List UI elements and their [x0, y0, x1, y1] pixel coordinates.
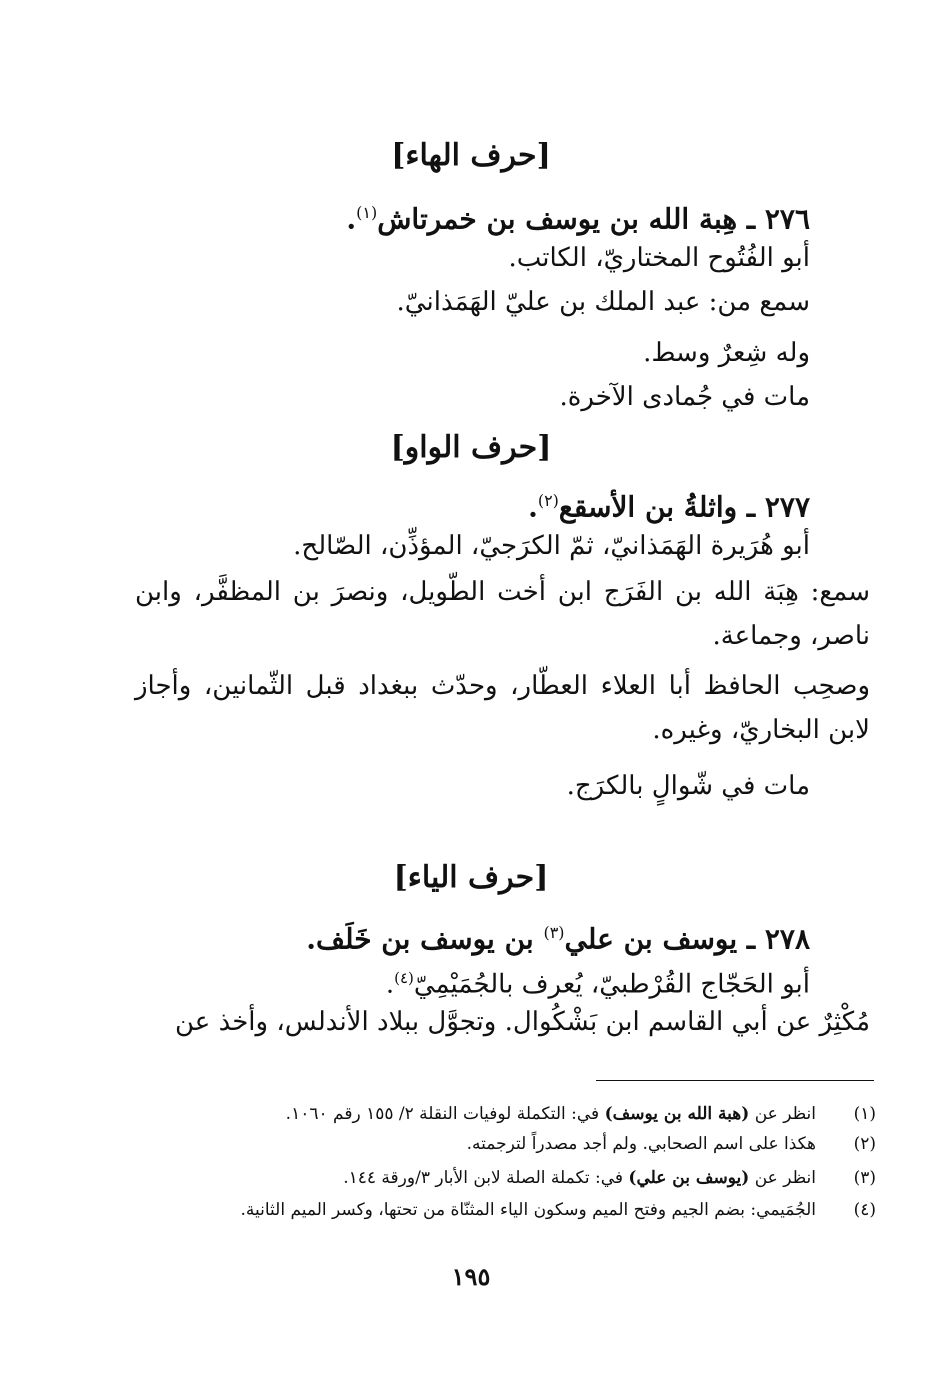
- footnote-ref-2: (٢): [537, 491, 559, 510]
- entry-277-companion: وصحِب الحافظ أبا العلاء العطّار، وحدّث ببغداد قبل الثّمانين، وأجاز لابن البخاريّ، وغيره.: [135, 671, 870, 745]
- footnote-text: هكذا على اسم الصحابي. ولم أجد مصدراً لترجمته.: [466, 1134, 816, 1154]
- footnote-bold-text: (هبة الله بن يوسف): [604, 1104, 750, 1124]
- entry-278-kunya-text: أبو الحَجّاج القُرْطبيّ، يُعرف بالجُمَيْمِيّ: [413, 969, 810, 1000]
- footnote-bold-text: (يوسف بن علي): [628, 1168, 750, 1188]
- entry-278-name-a: ٢٧٨ ـ يوسف بن علي: [564, 922, 810, 956]
- section-title-ha: [حرف الهاء]: [391, 138, 551, 173]
- entry-278-text: مُكْثِرٌ عن أبي القاسم ابن بَشْكُوال. وتجوَّل ببلاد الأندلس، وأخذ عن: [175, 1007, 870, 1037]
- footnote-text-rest: في: تكملة الصلة لابن الأبار ٣/ورقة ١٤٤.: [343, 1168, 623, 1188]
- entry-278-kunya: [130, 960, 810, 1003]
- footnote-4: [156, 1196, 876, 1224]
- page-number: ١٩٥: [451, 1262, 491, 1291]
- entry-276-title: [130, 194, 810, 238]
- footnote-text: انظر عن: [754, 1168, 816, 1188]
- footnote-2: [156, 1130, 876, 1158]
- entry-277-name: ٢٧٧ ـ واثلةُ بن الأسقع: [558, 490, 810, 524]
- footnote-3: [156, 1164, 876, 1192]
- footnote-text: انظر عن: [754, 1104, 816, 1124]
- entry-276-kunya: أبو الفُتُوح المختاريّ، الكاتب.: [508, 243, 810, 273]
- footnote-number: (١): [853, 1104, 876, 1124]
- entry-278-title: [130, 914, 810, 958]
- footnote-text: الجُمَيمي: بضم الجيم وفتح الميم وسكون الياء المثنّاة من تحتها، وكسر الميم الثانية.: [240, 1200, 816, 1220]
- entry-278-kunya-period: .: [385, 969, 395, 1000]
- entry-276-poetry: وله شِعرٌ وسط.: [643, 338, 810, 368]
- footnote-ref-4: (٤): [394, 969, 414, 987]
- entry-276-period: .: [346, 202, 357, 236]
- entry-277-title: [130, 482, 810, 526]
- entry-276-name: ٢٧٦ ـ هِبة الله بن يوسف بن خمرتاش: [377, 202, 810, 236]
- entry-276-death: مات في جُمادى الآخرة.: [559, 382, 810, 412]
- entry-277-heard: سمع: هِبَة الله بن الفَرَج ابن أخت الطّويل، ونصرَ بن المظفَّر، وابن ناصر، وجماعة.: [135, 577, 870, 651]
- footnote-number: (٤): [853, 1200, 876, 1220]
- footnote-ref-3: (٣): [543, 923, 565, 942]
- footnote-divider: [596, 1080, 874, 1081]
- entry-277-death: مات في شّوالٍ بالكرَج.: [566, 771, 810, 801]
- footnote-1: [156, 1100, 876, 1128]
- entry-277-period: .: [528, 490, 538, 524]
- footnote-number: (٢): [853, 1134, 876, 1154]
- entry-277-kunya: أبو هُرَيرة الهَمَذانيّ، ثمّ الكرَجيّ، المؤذِّن، الصّالح.: [293, 531, 810, 561]
- footnote-text-rest: في: التكملة لوفيات النقلة ٢/ ١٥٥ رقم ١٠٦٠.: [285, 1104, 600, 1124]
- footnote-ref-1: (١): [356, 203, 378, 222]
- footnote-number: (٣): [853, 1168, 876, 1188]
- section-title-ya: [حرف الياء]: [393, 860, 549, 895]
- entry-278-name-b: بن يوسف بن خَلَف.: [306, 922, 534, 956]
- section-title-waw: [حرف الواو]: [390, 430, 552, 465]
- entry-276-heard: سمع من: عبد الملك بن عليّ الهَمَذانيّ.: [396, 287, 810, 317]
